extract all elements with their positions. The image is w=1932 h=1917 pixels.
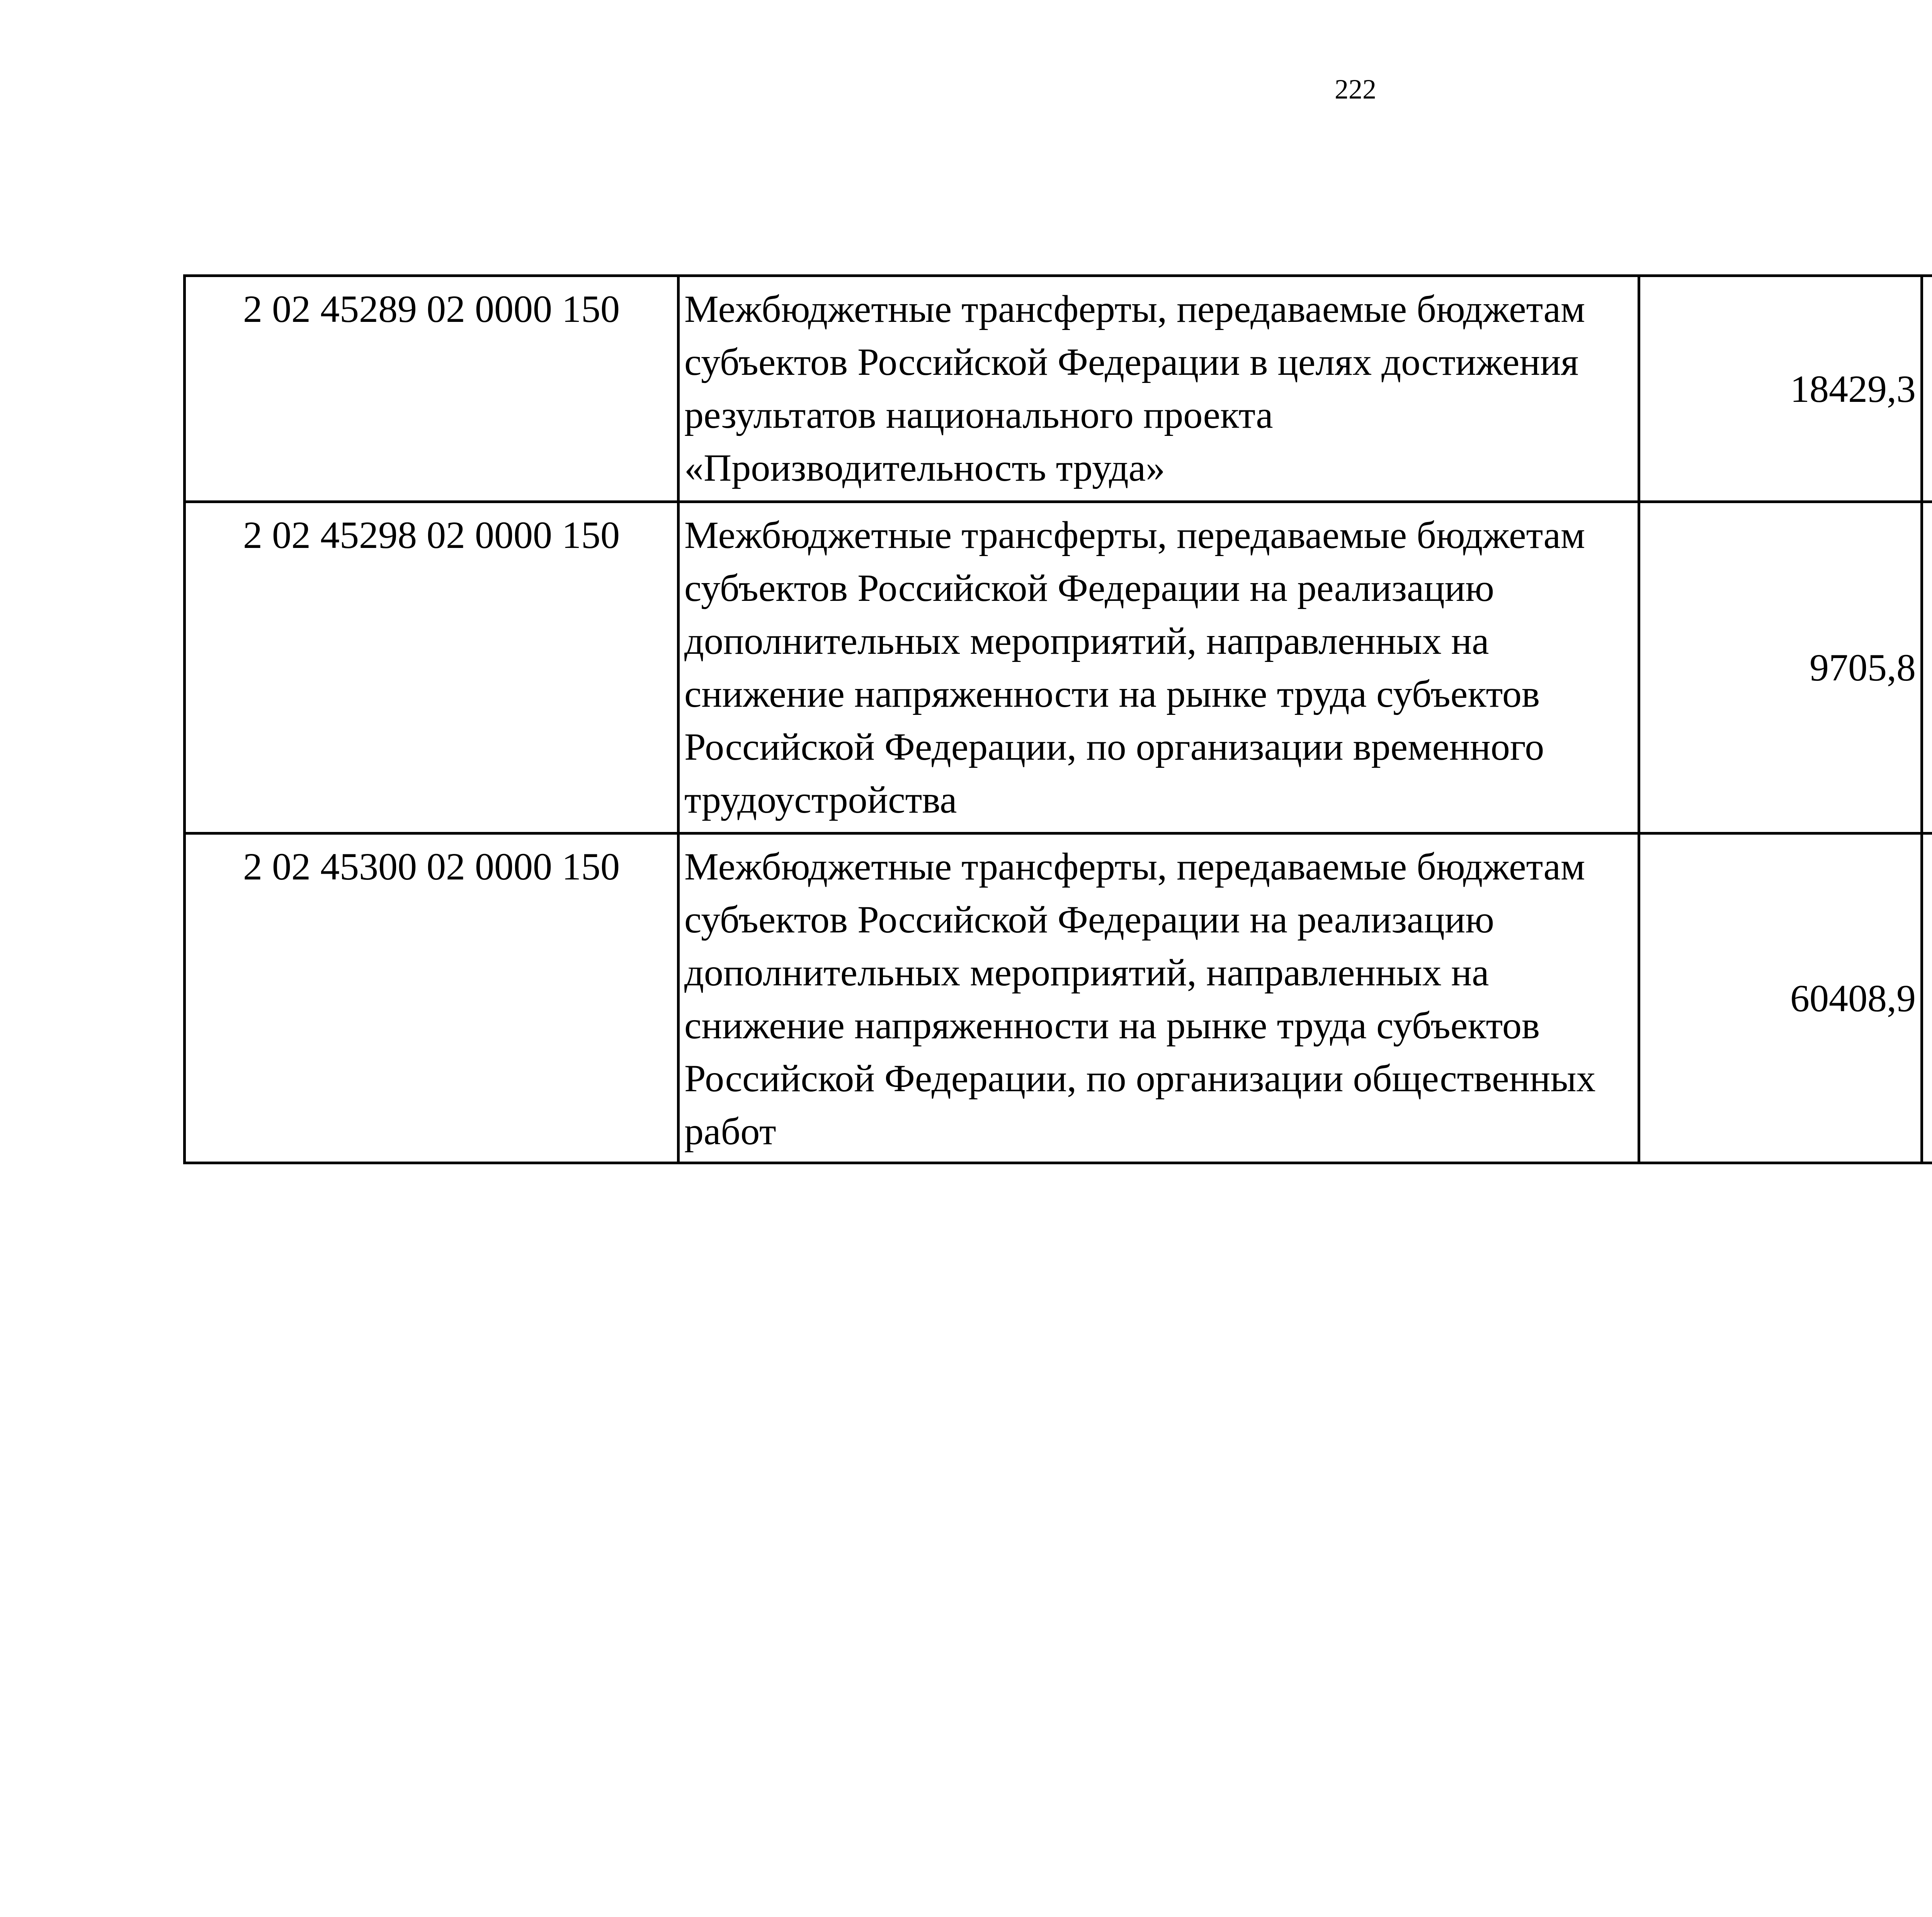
table-row bbox=[185, 833, 1932, 1163]
budget-code-cell: 2 02 45289 02 0000 150 bbox=[185, 276, 679, 502]
empty-cell bbox=[1922, 276, 1932, 502]
empty-cell bbox=[1922, 502, 1932, 833]
page-number: 222 bbox=[1335, 74, 1376, 105]
description-cell: Межбюджетные трансферты, передаваемые бюджетам субъектов Российской Федерации на реализацию дополнительных мероприятий, направленных на снижение напряженности на рынке труда субъектов Российской Федерации, по организации общественных работ bbox=[679, 833, 1639, 1163]
table-row bbox=[185, 502, 1932, 833]
amount-cell: 60408,9 bbox=[1639, 833, 1922, 1163]
empty-cell bbox=[1922, 833, 1932, 1163]
budget-code-cell: 2 02 45300 02 0000 150 bbox=[185, 833, 679, 1163]
amount-cell: 9705,8 bbox=[1639, 502, 1922, 833]
budget-table bbox=[183, 274, 1932, 1164]
budget-code-cell: 2 02 45298 02 0000 150 bbox=[185, 502, 679, 833]
description-cell: Межбюджетные трансферты, передаваемые бюджетам субъектов Российской Федерации в целях достижения результатов национального проекта «Производительность труда» bbox=[679, 276, 1639, 502]
description-cell: Межбюджетные трансферты, передаваемые бюджетам субъектов Российской Федерации на реализацию дополнительных мероприятий, направленных на снижение напряженности на рынке труда субъектов Российской Федерации, по организации временного трудоустройства bbox=[679, 502, 1639, 833]
table-row bbox=[185, 276, 1932, 502]
amount-cell: 18429,3 bbox=[1639, 276, 1922, 502]
